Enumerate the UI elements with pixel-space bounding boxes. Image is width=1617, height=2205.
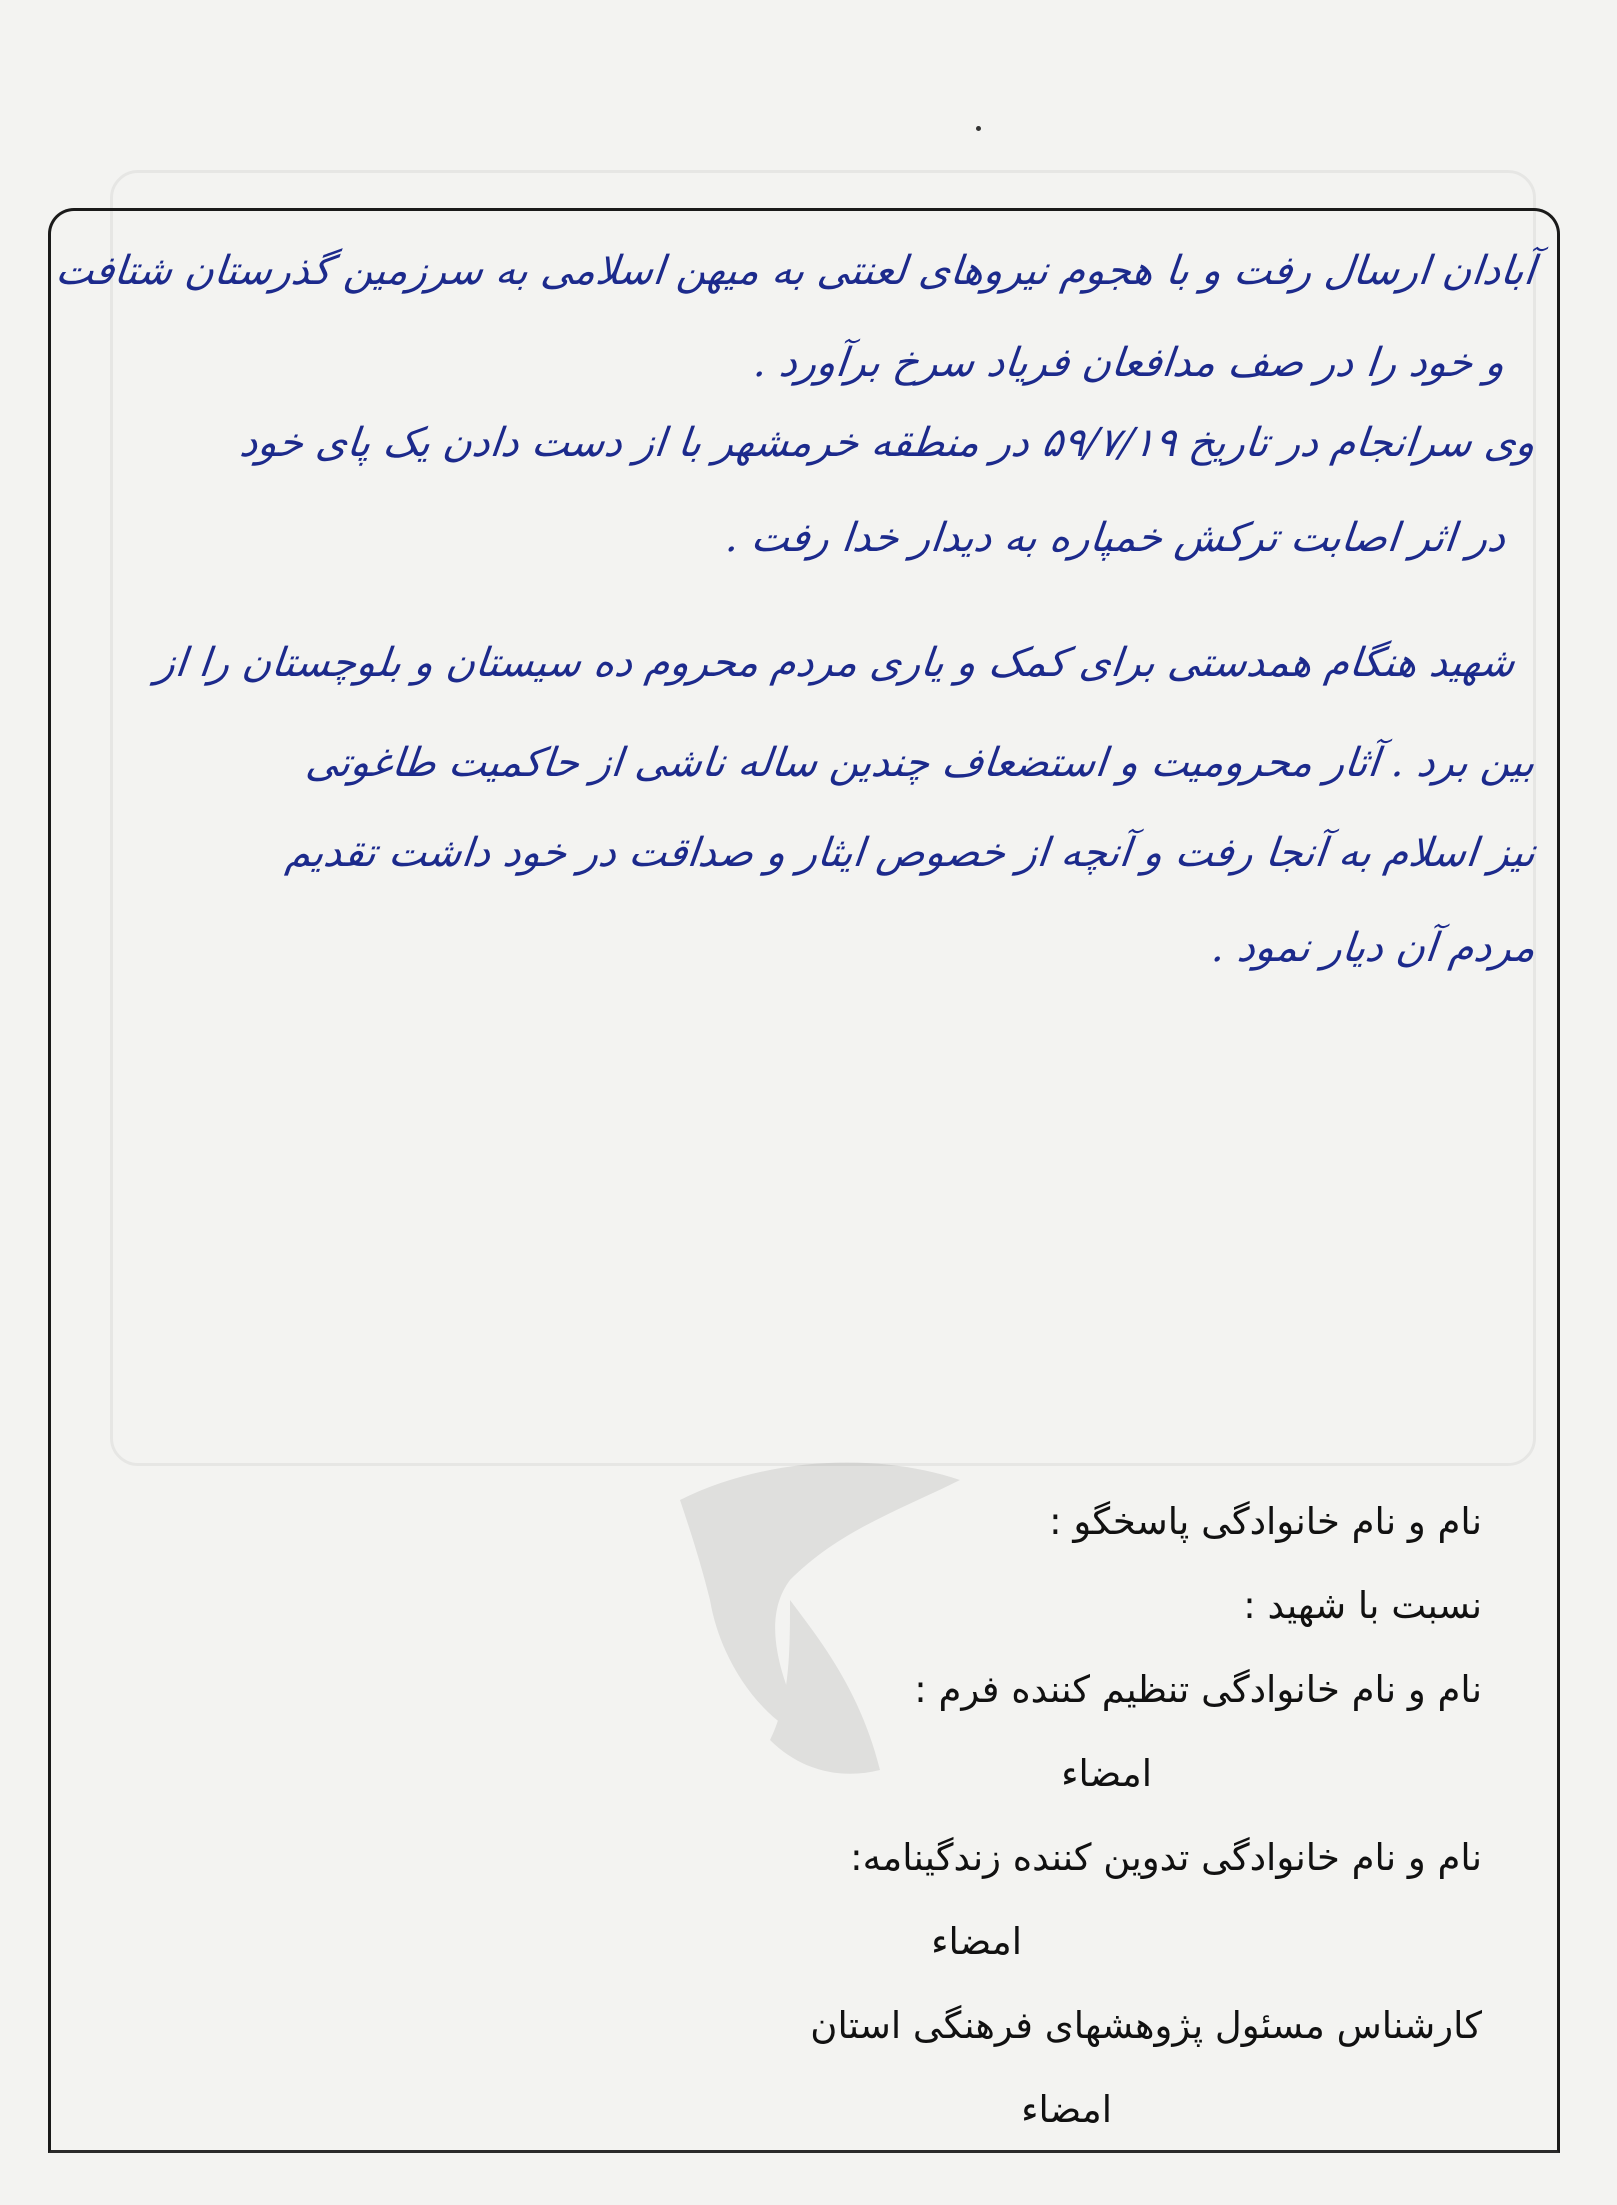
signature-label-2: امضاء (931, 1920, 1022, 1963)
handwritten-line: در اثر اصابت ترکش خمپاره به دیدار خدا رفت . (723, 515, 1508, 561)
relation-label: نسبت با شهید : (1243, 1584, 1482, 1627)
handwritten-line: شهید هنگام همدستی برای کمک و یاری مردم محروم ده سیستان و بلوچستان را از (153, 640, 1518, 686)
scan-speck (976, 126, 981, 131)
handwritten-line: وی سرانجام در تاریخ ۵۹/۷/۱۹ در منطقه خرمشهر با از دست دادن یک پای خود (237, 420, 1538, 466)
expert-label: کارشناس مسئول پژوهشهای فرهنگی استان (810, 2004, 1482, 2047)
handwritten-line: بین برد . آثار محرومیت و استضعاف چندین ساله ناشی از حاکمیت طاغوتی (303, 740, 1538, 786)
signature-label-1: امضاء (1061, 1752, 1152, 1795)
signature-form (810, 1480, 1482, 2152)
form-preparer-label: نام و نام خانوادگی تنظیم کننده فرم : (914, 1668, 1482, 1711)
handwritten-line: نیز اسلام به آنجا رفت و آنچه از خصوص ایثار و صداقت در خود داشت تقدیم (283, 830, 1538, 876)
handwritten-line: و خود را در صف مدافعان فریاد سرخ برآورد . (751, 340, 1508, 386)
respondent-name-label: نام و نام خانوادگی پاسخگو : (1049, 1500, 1482, 1543)
biography-compiler-label: نام و نام خانوادگی تدوین کننده زندگینامه: (850, 1836, 1482, 1879)
handwritten-line: مردم آن دیار نمود . (1209, 925, 1538, 971)
signature-label-3: امضاء (1021, 2088, 1112, 2131)
handwritten-line: آبادان ارسال رفت و با هجوم نیروهای لعنتی به میهن اسلامی به سرزمین گذرستان شتافت (53, 248, 1538, 294)
